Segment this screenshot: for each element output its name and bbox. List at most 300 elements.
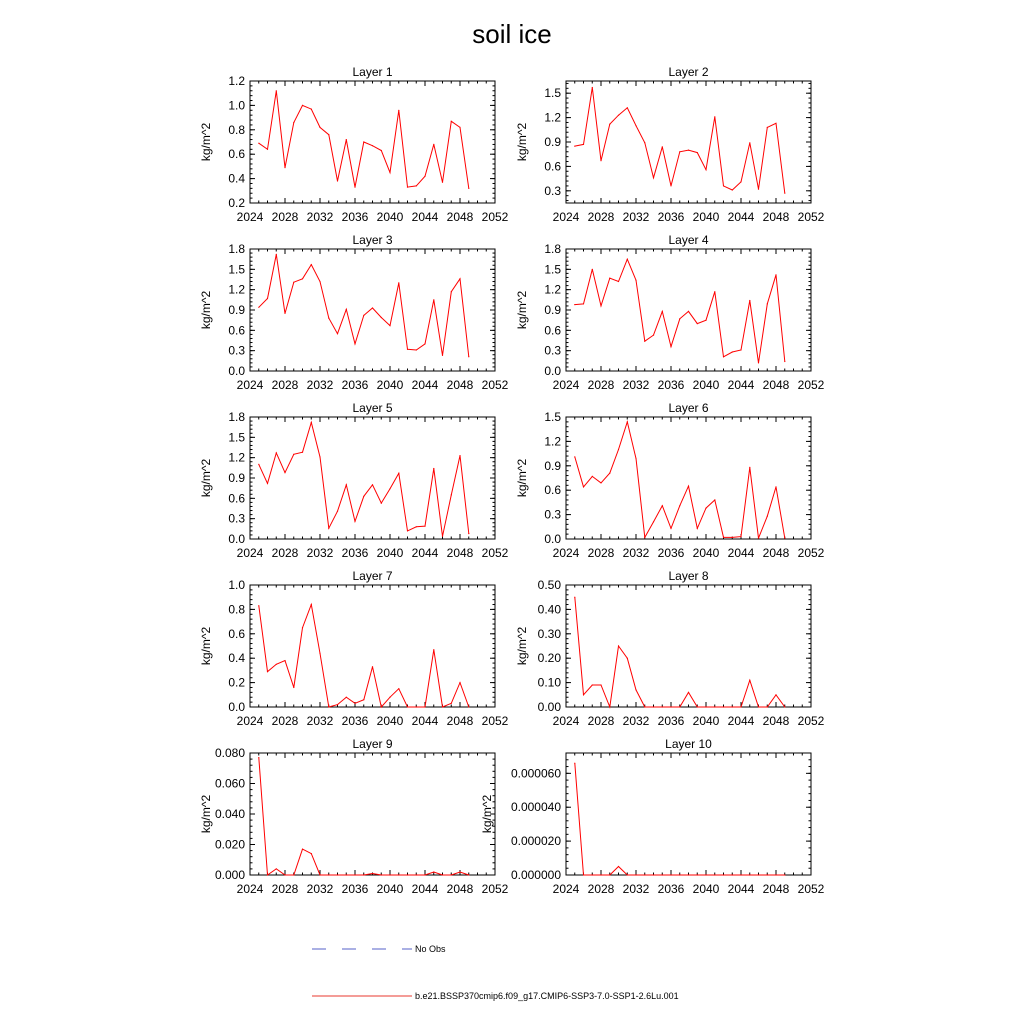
layer-5-y-tick-label: 0.9 [228, 471, 245, 485]
layer-10-data-point [688, 874, 689, 875]
layer-6-data-point [775, 486, 776, 487]
layer-4-data-point [775, 274, 776, 275]
layer-10-x-tick-label: 2044 [727, 882, 755, 896]
layer-6-y-tick-label: 1.5 [544, 410, 561, 424]
layer-4-data-point [758, 362, 759, 363]
layer-7-title: Layer 7 [352, 569, 393, 583]
layer-1-panel [199, 65, 509, 224]
layer-3-y-tick-label: 0.9 [228, 303, 245, 317]
layer-7-y-tick-label: 0.0 [228, 700, 245, 714]
layer-2-data-point [583, 144, 584, 145]
layer-10-data-point [740, 874, 741, 875]
layer-2-data-point [653, 177, 654, 178]
layer-6-data-point [644, 537, 645, 538]
layer-8-data-point [732, 706, 733, 707]
layer-7-data-point [372, 666, 373, 667]
layer-3-x-tick-label: 2052 [481, 378, 509, 392]
layer-7-data-point [468, 706, 469, 707]
layer-7-data-point [258, 605, 259, 606]
layer-7-data-point [328, 706, 329, 707]
layer-8-x-tick-label: 2040 [692, 714, 720, 728]
layer-9-data-point [276, 868, 277, 869]
layer-8-data-point [714, 706, 715, 707]
layer-6-y-tick-label: 1.2 [544, 434, 561, 449]
layer-2-data-point [609, 124, 610, 125]
layer-4-data-point [662, 311, 663, 312]
layer-9-panel [199, 737, 509, 896]
layer-7-data-point [433, 649, 434, 650]
layer-9-data-point [416, 874, 417, 875]
layer-4-x-tick-label: 2036 [657, 378, 685, 392]
layer-1-data-point [381, 150, 382, 151]
layer-10-data-point [767, 874, 768, 875]
layer-10-panel [480, 737, 825, 896]
layer-5-data-point [433, 468, 434, 469]
layer-2-data-point [697, 152, 698, 153]
layer-3-title: Layer 3 [352, 233, 393, 247]
layer-2-y-tick-label: 0.6 [544, 159, 561, 174]
layer-10-data-point [662, 874, 663, 875]
layer-5-y-tick-label: 1.8 [228, 410, 245, 424]
layer-7-y-tick-label: 0.6 [228, 626, 245, 641]
layer-1-data-point [319, 127, 320, 128]
layer-2-x-tick-label: 2044 [727, 210, 755, 224]
layer-5-data-point [258, 464, 259, 465]
layer-1-data-point [293, 122, 294, 123]
layer-3-series-line [259, 254, 469, 356]
layer-3-data-point [442, 355, 443, 356]
layer-3-y-tick-label: 1.2 [228, 282, 245, 297]
layer-3-x-tick-label: 2036 [341, 378, 369, 392]
layer-9-data-point [459, 871, 460, 872]
layer-7-data-point [354, 703, 355, 704]
layer-4-x-tick-label: 2032 [622, 378, 650, 392]
layer-8-x-tick-label: 2048 [762, 714, 790, 728]
layer-6-title: Layer 6 [668, 401, 709, 415]
layer-8-data-point [688, 692, 689, 693]
layer-10-data-point [714, 874, 715, 875]
layer-4-data-point [600, 305, 601, 306]
layer-1-data-point [398, 110, 399, 111]
layer-10-data-point [653, 874, 654, 875]
layer-7-data-point [311, 604, 312, 605]
layer-9-data-point [407, 874, 408, 875]
layer-9-data-point [293, 874, 294, 875]
layer-7-x-tick-label: 2040 [376, 714, 404, 728]
layer-3-data-point [337, 333, 338, 334]
layer-7-data-point [389, 697, 390, 698]
layer-1-y-tick-label: 0.4 [228, 171, 245, 186]
layer-3-y-axis-label: kg/m^2 [199, 290, 213, 330]
layer-4-data-point [592, 269, 593, 270]
layer-8-data-point [775, 694, 776, 695]
layer-4-data-point [574, 304, 575, 305]
layer-4-y-tick-label: 0.3 [544, 343, 561, 358]
layer-8-x-tick-label: 2024 [552, 714, 580, 728]
layer-6-data-point [784, 538, 785, 539]
layer-10-data-point [609, 874, 610, 875]
layer-4-data-point [732, 351, 733, 352]
layer-8-data-point [609, 706, 610, 707]
layer-6-plot-frame [566, 417, 811, 539]
layer-3-data-point [311, 264, 312, 265]
layer-5-data-point [372, 484, 373, 485]
layer-4-y-axis-label: kg/m^2 [515, 290, 529, 330]
layer-6-data-point [574, 456, 575, 457]
layer-10-x-tick-label: 2052 [797, 882, 825, 896]
layer-7-x-tick-label: 2052 [481, 714, 509, 728]
layer-1-x-tick-label: 2032 [306, 210, 334, 224]
layer-6-x-tick-label: 2024 [552, 546, 580, 560]
layer-8-y-tick-label: 0.50 [537, 578, 561, 592]
layer-9-data-point [442, 874, 443, 875]
layer-5-plot-frame [250, 417, 495, 539]
layer-4-data-point [635, 280, 636, 281]
layer-3-data-point [459, 278, 460, 279]
layer-10-plot-frame [566, 753, 811, 875]
layer-10-data-point [705, 874, 706, 875]
layer-3-plot-frame [250, 249, 495, 371]
layer-6-y-tick-label: 0.0 [544, 532, 561, 546]
layer-4-x-tick-label: 2048 [762, 378, 790, 392]
layer-1-plot-frame [250, 81, 495, 203]
layer-7-panel [199, 569, 509, 728]
layer-7-data-point [267, 671, 268, 672]
layer-5-data-point [451, 494, 452, 495]
layer-1-data-point [372, 145, 373, 146]
layer-5-data-point [354, 521, 355, 522]
layer-3-data-point [354, 343, 355, 344]
layer-8-x-tick-label: 2044 [727, 714, 755, 728]
layer-9-x-tick-label: 2052 [481, 882, 509, 896]
layer-10-y-tick-label: 0.000040 [510, 800, 561, 815]
layer-4-data-point [784, 361, 785, 362]
layer-3-x-tick-label: 2048 [446, 378, 474, 392]
layer-10-data-point [670, 874, 671, 875]
layer-1-y-tick-label: 1.0 [228, 98, 245, 113]
layer-1-data-point [451, 121, 452, 122]
layer-9-x-tick-label: 2044 [411, 882, 439, 896]
layer-5-data-point [293, 454, 294, 455]
layer-3-x-tick-label: 2032 [306, 378, 334, 392]
layer-6-data-point [635, 458, 636, 459]
legend [312, 944, 679, 1001]
layer-4-y-tick-label: 0.6 [544, 323, 561, 338]
layer-2-y-tick-label: 0.3 [544, 183, 561, 198]
layer-2-data-point [705, 169, 706, 170]
layer-2-x-tick-label: 2036 [657, 210, 685, 224]
layer-6-data-point [618, 449, 619, 450]
layer-10-data-point [574, 763, 575, 764]
layer-4-data-point [653, 335, 654, 336]
layer-1-x-tick-label: 2048 [446, 210, 474, 224]
layer-8-data-point [670, 706, 671, 707]
layer-8-data-point [644, 706, 645, 707]
layer-10-y-axis-label: kg/m^2 [480, 794, 494, 834]
layer-1-data-point [258, 143, 259, 144]
layer-5-series-line [259, 422, 469, 536]
layer-4-data-point [714, 291, 715, 292]
legend-label-no-obs: No Obs [415, 944, 446, 954]
layer-1-x-tick-label: 2028 [271, 210, 299, 224]
layer-10-data-point [583, 874, 584, 875]
layer-1-title: Layer 1 [352, 65, 393, 79]
layer-3-data-point [381, 317, 382, 318]
layer-10-y-tick-label: 0.000020 [510, 834, 561, 849]
layer-8-panel [515, 569, 825, 728]
layer-3-x-tick-label: 2044 [411, 378, 439, 392]
layer-9-x-tick-label: 2032 [306, 882, 334, 896]
layer-9-data-point [311, 853, 312, 854]
layer-8-y-tick-label: 0.10 [537, 675, 561, 690]
layer-9-data-point [398, 874, 399, 875]
layer-7-data-point [346, 697, 347, 698]
layer-6-x-tick-label: 2036 [657, 546, 685, 560]
layer-9-data-point [354, 874, 355, 875]
layer-10-data-point [592, 874, 593, 875]
layer-3-data-point [363, 315, 364, 316]
layer-5-x-tick-label: 2040 [376, 546, 404, 560]
layer-1-x-tick-label: 2036 [341, 210, 369, 224]
layer-9-data-point [468, 874, 469, 875]
layer-1-y-tick-label: 1.2 [228, 74, 245, 88]
layer-3-data-point [416, 349, 417, 350]
layer-1-data-point [354, 187, 355, 188]
layer-3-data-point [433, 299, 434, 300]
layer-7-data-point [381, 706, 382, 707]
layer-1-x-tick-label: 2044 [411, 210, 439, 224]
layer-2-x-tick-label: 2024 [552, 210, 580, 224]
layer-2-data-point [574, 146, 575, 147]
layer-2-data-point [592, 87, 593, 88]
layer-3-data-point [267, 298, 268, 299]
layer-10-data-point [723, 874, 724, 875]
layer-7-y-tick-label: 0.2 [228, 675, 245, 690]
layer-4-x-tick-label: 2044 [727, 378, 755, 392]
layer-6-data-point [653, 521, 654, 522]
layer-2-data-point [732, 189, 733, 190]
layer-5-x-tick-label: 2048 [446, 546, 474, 560]
layer-10-x-tick-label: 2032 [622, 882, 650, 896]
layer-4-y-tick-label: 1.5 [544, 262, 561, 277]
layer-8-y-tick-label: 0.30 [537, 626, 561, 641]
layer-6-y-tick-label: 0.9 [544, 458, 561, 473]
layer-10-x-tick-label: 2028 [587, 882, 615, 896]
layer-4-data-point [723, 356, 724, 357]
layer-7-plot-frame [250, 585, 495, 707]
layer-1-y-tick-label: 0.8 [228, 122, 245, 137]
panels [199, 65, 825, 896]
layer-2-data-point [740, 181, 741, 182]
layer-3-data-point [398, 282, 399, 283]
layer-9-data-point [302, 849, 303, 850]
layer-4-y-tick-label: 0.0 [544, 364, 561, 378]
layer-8-data-point [723, 706, 724, 707]
layer-8-y-tick-label: 0.20 [537, 651, 561, 666]
layer-5-data-point [363, 496, 364, 497]
layer-7-x-tick-label: 2044 [411, 714, 439, 728]
layer-6-y-tick-label: 0.3 [544, 507, 561, 522]
layer-6-data-point [662, 505, 663, 506]
layer-9-data-point [337, 874, 338, 875]
layer-1-y-tick-label: 0.6 [228, 147, 245, 162]
layer-4-data-point [740, 349, 741, 350]
layer-7-data-point [276, 664, 277, 665]
layer-6-data-point [609, 473, 610, 474]
layer-9-data-point [381, 874, 382, 875]
layer-8-data-point [758, 706, 759, 707]
layer-10-data-point [775, 874, 776, 875]
layer-2-data-point [775, 123, 776, 124]
layer-5-data-point [389, 488, 390, 489]
layer-9-y-tick-label: 0.040 [214, 807, 245, 821]
layer-2-data-point [688, 150, 689, 151]
layer-1-data-point [311, 109, 312, 110]
layer-6-y-axis-label: kg/m^2 [515, 458, 529, 498]
layer-9-y-tick-label: 0.000 [214, 868, 245, 882]
layer-8-data-point [749, 680, 750, 681]
layer-1-data-point [302, 105, 303, 106]
layer-9-plot-frame [250, 753, 495, 875]
layer-10-x-tick-label: 2036 [657, 882, 685, 896]
layer-1-data-point [337, 180, 338, 181]
layer-7-y-tick-label: 1.0 [228, 578, 245, 592]
layer-7-data-point [416, 706, 417, 707]
layer-4-title: Layer 4 [668, 233, 709, 247]
layer-3-data-point [284, 313, 285, 314]
layer-5-x-tick-label: 2052 [481, 546, 509, 560]
layer-8-data-point [697, 706, 698, 707]
layer-7-data-point [319, 653, 320, 654]
layer-5-data-point [459, 455, 460, 456]
layer-10-title: Layer 10 [665, 737, 712, 751]
layer-6-data-point [670, 528, 671, 529]
layer-3-data-point [424, 343, 425, 344]
layer-6-x-tick-label: 2040 [692, 546, 720, 560]
layer-9-title: Layer 9 [352, 737, 393, 751]
layer-9-data-point [346, 874, 347, 875]
layer-9-data-point [372, 873, 373, 874]
layer-2-data-point [662, 146, 663, 147]
layer-8-data-point [600, 684, 601, 685]
layer-7-data-point [424, 706, 425, 707]
layer-3-data-point [258, 307, 259, 308]
layer-8-y-tick-label: 0.00 [537, 700, 561, 714]
layer-9-y-tick-label: 0.020 [214, 837, 245, 852]
layer-4-data-point [767, 303, 768, 304]
layer-2-x-tick-label: 2032 [622, 210, 650, 224]
layer-3-data-point [372, 307, 373, 308]
layer-3-y-tick-label: 1.5 [228, 262, 245, 277]
layer-5-data-point [337, 511, 338, 512]
layer-8-data-point [583, 694, 584, 695]
layer-6-x-tick-label: 2028 [587, 546, 615, 560]
layer-5-data-point [328, 528, 329, 529]
layer-9-x-tick-label: 2024 [236, 882, 264, 896]
layer-3-x-tick-label: 2028 [271, 378, 299, 392]
layer-9-data-point [284, 874, 285, 875]
layer-5-data-point [468, 533, 469, 534]
layer-4-data-point [749, 300, 750, 301]
layer-4-data-point [627, 259, 628, 260]
layer-5-data-point [319, 456, 320, 457]
layer-1-data-point [276, 90, 277, 91]
layer-8-x-tick-label: 2052 [797, 714, 825, 728]
layer-4-x-tick-label: 2028 [587, 378, 615, 392]
layer-1-data-point [363, 141, 364, 142]
layer-8-data-point [679, 706, 680, 707]
layer-4-y-tick-label: 1.2 [544, 282, 561, 297]
layer-8-series-line [575, 597, 785, 707]
layer-6-data-point [583, 486, 584, 487]
layer-7-x-tick-label: 2048 [446, 714, 474, 728]
layer-3-panel [199, 233, 509, 392]
layer-2-data-point [714, 116, 715, 117]
layer-2-data-point [644, 142, 645, 143]
layer-1-data-point [267, 149, 268, 150]
layer-4-data-point [705, 320, 706, 321]
layer-7-x-tick-label: 2024 [236, 714, 264, 728]
layer-4-data-point [618, 281, 619, 282]
layer-1-data-point [433, 144, 434, 145]
layer-5-data-point [424, 526, 425, 527]
layer-6-data-point [723, 537, 724, 538]
layer-1-data-point [407, 187, 408, 188]
layer-10-data-point [784, 874, 785, 875]
layer-3-data-point [328, 318, 329, 319]
layer-5-x-tick-label: 2028 [271, 546, 299, 560]
layer-9-x-tick-label: 2028 [271, 882, 299, 896]
layer-8-y-axis-label: kg/m^2 [515, 626, 529, 666]
layer-5-title: Layer 5 [352, 401, 393, 415]
layer-3-data-point [346, 309, 347, 310]
layer-10-data-point [644, 874, 645, 875]
layer-10-data-point [732, 874, 733, 875]
layer-5-data-point [302, 452, 303, 453]
layer-1-data-point [346, 139, 347, 140]
layer-4-y-tick-label: 0.9 [544, 303, 561, 317]
layer-4-panel [515, 233, 825, 392]
layer-10-data-point [627, 874, 628, 875]
layer-2-data-point [723, 185, 724, 186]
layer-1-x-tick-label: 2052 [481, 210, 509, 224]
layer-1-data-point [442, 182, 443, 183]
layer-9-series-line [259, 758, 469, 875]
layer-6-data-point [627, 421, 628, 422]
layer-6-data-point [740, 536, 741, 537]
layer-3-y-tick-label: 0.6 [228, 323, 245, 338]
layer-9-x-tick-label: 2040 [376, 882, 404, 896]
layer-9-data-point [389, 874, 390, 875]
layer-2-x-tick-label: 2052 [797, 210, 825, 224]
layer-8-data-point [635, 689, 636, 690]
layer-7-data-point [302, 627, 303, 628]
layer-9-x-tick-label: 2048 [446, 882, 474, 896]
layer-8-data-point [592, 684, 593, 685]
layer-7-data-point [451, 703, 452, 704]
layer-7-data-point [407, 706, 408, 707]
layer-6-panel [515, 401, 825, 560]
layer-2-data-point [627, 107, 628, 108]
layer-9-data-point [451, 874, 452, 875]
layer-1-data-point [468, 188, 469, 189]
layer-1-data-point [416, 185, 417, 186]
layer-4-y-tick-label: 1.8 [544, 242, 561, 256]
layer-5-data-point [442, 536, 443, 537]
layer-2-data-point [635, 125, 636, 126]
layer-5-x-tick-label: 2024 [236, 546, 264, 560]
layer-1-series-line [259, 91, 469, 189]
